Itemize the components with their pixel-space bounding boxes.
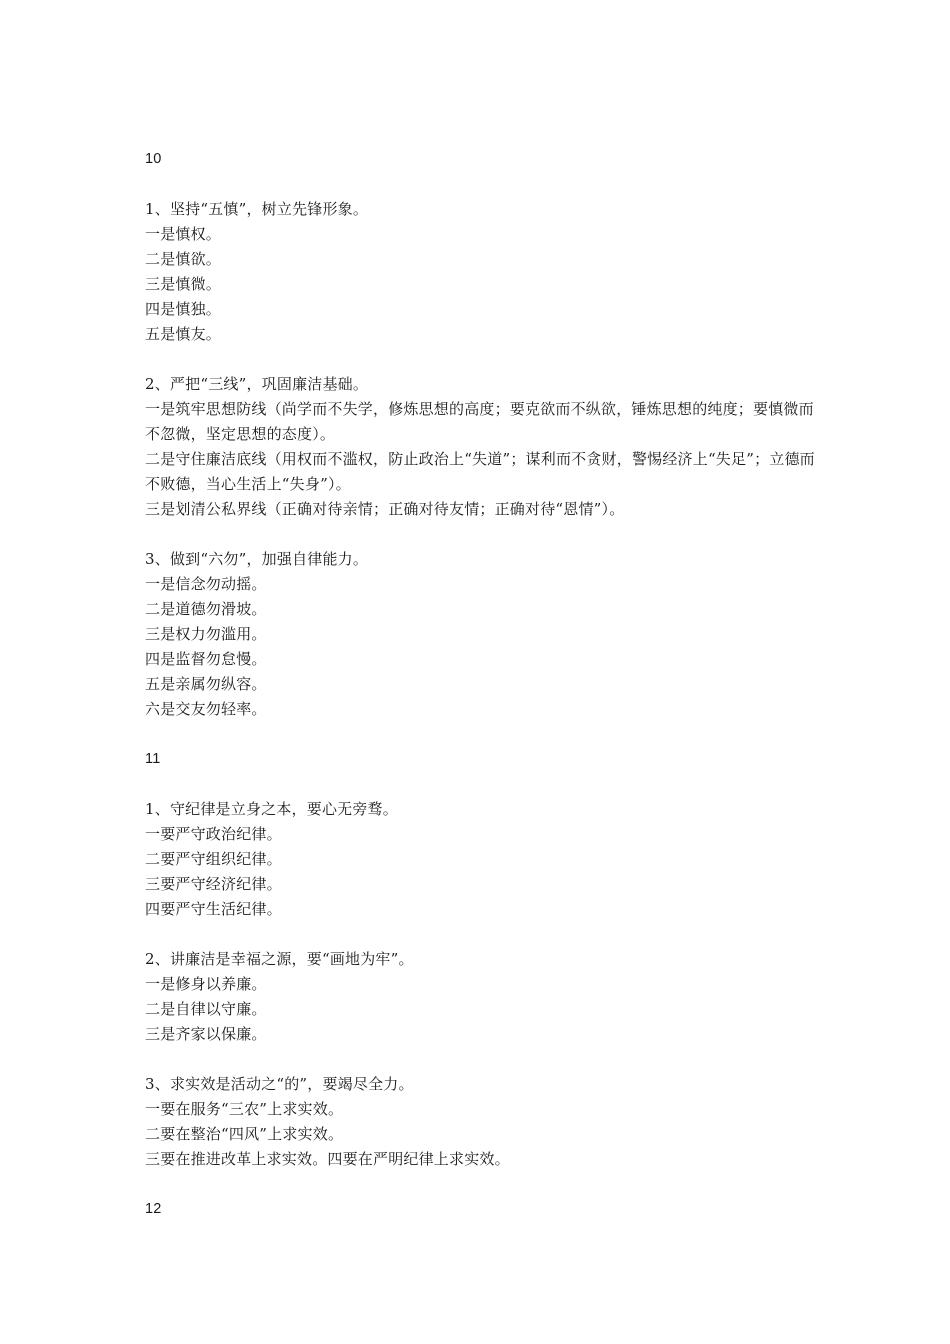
list-item: 三要在推进改革上求实效。四要在严明纪律上求实效。 bbox=[145, 1150, 510, 1168]
group-heading: 3、做到“六勿”，加强自律能力。 bbox=[145, 550, 369, 568]
list-item: 四是监督勿怠慢。 bbox=[145, 650, 267, 668]
list-item: 六是交友勿轻率。 bbox=[145, 700, 267, 718]
list-item: 五是亲属勿纵容。 bbox=[145, 675, 267, 693]
list-item: 二要严守组织纪律。 bbox=[145, 850, 282, 868]
spacer bbox=[145, 1172, 815, 1197]
list-item: 二是道德勿滑坡。 bbox=[145, 600, 267, 618]
list-item: 五是慎友。 bbox=[145, 325, 222, 343]
group-heading: 3、求实效是活动之“的”，要竭尽全力。 bbox=[145, 1075, 414, 1093]
group-heading: 2、严把“三线”，巩固廉洁基础。 bbox=[145, 375, 369, 393]
section-number: 12 bbox=[145, 1201, 162, 1217]
list-item: 一要严守政治纪律。 bbox=[145, 825, 282, 843]
spacer bbox=[145, 922, 815, 947]
list-item: 三是权力勿滥用。 bbox=[145, 625, 267, 643]
list-item: 三要严守经济纪律。 bbox=[145, 875, 282, 893]
spacer bbox=[145, 722, 815, 747]
list-item: 二是慎欲。 bbox=[145, 250, 222, 268]
list-item: 三是慎微。 bbox=[145, 275, 222, 293]
spacer bbox=[145, 1047, 815, 1072]
list-item: 四是慎独。 bbox=[145, 300, 222, 318]
list-item: 二是守住廉洁底线（用权而不滥权，防止政治上“失道”；谋利而不贪财，警惕经济上“失足”；立德而不败德，当心生活上“失身”）。 bbox=[145, 450, 815, 493]
document-page bbox=[145, 147, 815, 1222]
group-heading: 2、讲廉洁是幸福之源，要“画地为牢”。 bbox=[145, 950, 414, 968]
list-item: 二是自律以守廉。 bbox=[145, 1000, 267, 1018]
list-item: 三是划清公私界线（正确对待亲情；正确对待友情；正确对待“恩情”）。 bbox=[145, 500, 625, 518]
list-item: 四要严守生活纪律。 bbox=[145, 900, 282, 918]
list-item: 三是齐家以保廉。 bbox=[145, 1025, 267, 1043]
spacer bbox=[145, 172, 815, 197]
list-item: 一是慎权。 bbox=[145, 225, 222, 243]
list-item: 一是信念勿动摇。 bbox=[145, 575, 267, 593]
list-item: 一要在服务“三农”上求实效。 bbox=[145, 1100, 344, 1118]
group-heading: 1、守纪律是立身之本，要心无旁骛。 bbox=[145, 800, 398, 818]
section-number: 10 bbox=[145, 151, 162, 167]
group-heading: 1、坚持“五慎”，树立先锋形象。 bbox=[145, 200, 369, 218]
spacer bbox=[145, 772, 815, 797]
section-number: 11 bbox=[145, 751, 161, 767]
list-item: 一是筑牢思想防线（尚学而不失学，修炼思想的高度；要克欲而不纵欲，锤炼思想的纯度；要慎微而不忽微，坚定思想的态度）。 bbox=[145, 400, 814, 443]
spacer bbox=[145, 347, 815, 372]
list-item: 一是修身以养廉。 bbox=[145, 975, 267, 993]
list-item: 二要在整治“四风”上求实效。 bbox=[145, 1125, 344, 1143]
spacer bbox=[145, 522, 815, 547]
